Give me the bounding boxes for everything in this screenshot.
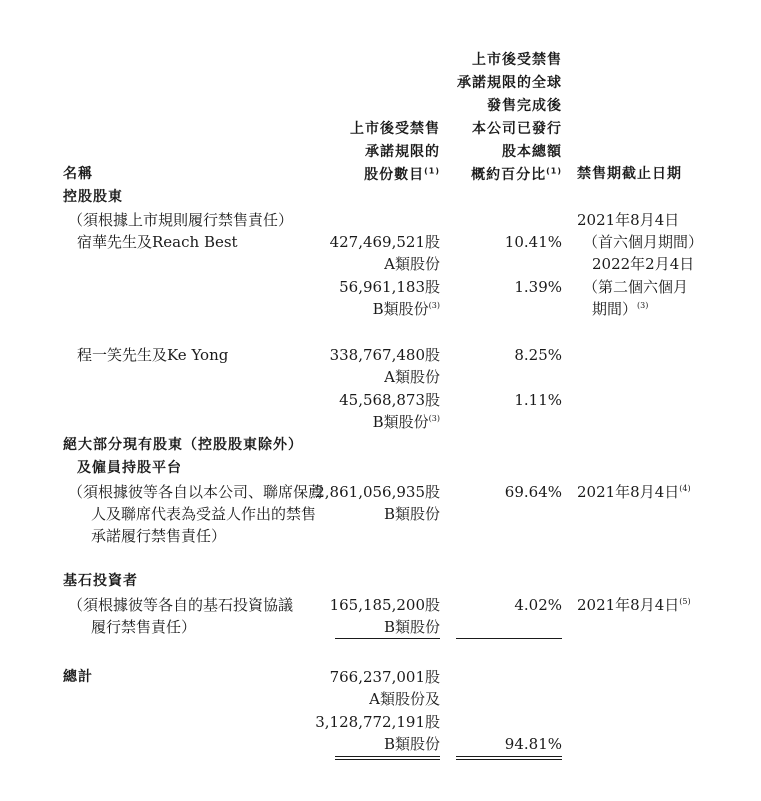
cornerstone-shares: 165,185,200股	[329, 596, 440, 614]
pct-header-line-3: 發售完成後	[487, 98, 562, 114]
shares-header-line-3	[350, 164, 440, 187]
total-line-1: 766,237,001股	[329, 668, 440, 686]
controlling-section-desc: （須根據上市規則履行禁售責任）	[68, 211, 294, 229]
existing-pct: 69.64%	[504, 483, 562, 501]
shares-total-rule-1	[335, 756, 440, 757]
existing-date	[577, 481, 691, 503]
holder-1-a-pct: 10.41%	[504, 233, 562, 251]
pct-header-line-5: 股本總額	[502, 144, 562, 160]
total-line-2: A類股份及	[369, 690, 440, 708]
shares-column-header	[350, 118, 440, 187]
cornerstone-label: B類股份	[383, 618, 440, 636]
existing-desc-line-2: 人及聯席代表為受益人作出的禁售	[91, 505, 317, 523]
total-line-3: 3,128,772,191股	[315, 713, 440, 731]
holder-1-date-2-note-2-text: 期間）	[592, 300, 638, 318]
existing-date-ref: (4)	[679, 484, 691, 493]
holder-1-b-label-text: B類股份	[372, 300, 429, 318]
holder-2-b-pct: 1.11%	[514, 391, 562, 409]
pct-header-line-1: 上市後受禁售	[472, 52, 562, 68]
holder-1-date-2-ref: (3)	[637, 301, 649, 310]
pct-total-rule-1	[456, 756, 562, 757]
pct-header-note: (1)	[546, 166, 562, 176]
holder-1-a-label: A類股份	[384, 255, 440, 273]
holder-2-b-note: (3)	[428, 414, 440, 423]
holder-1-b-pct: 1.39%	[514, 278, 562, 296]
shares-subtotal-rule	[335, 638, 440, 639]
shares-header-line-1: 上市後受禁售	[350, 121, 440, 137]
pct-header-line-4: 本公司已發行	[472, 121, 562, 137]
cornerstone-pct: 4.02%	[514, 596, 562, 614]
existing-date-text: 2021年8月4日	[577, 483, 680, 501]
controlling-section-title: 控股股東	[63, 189, 123, 205]
cornerstone-date-text: 2021年8月4日	[577, 596, 680, 614]
total-line-4: B類股份	[383, 735, 440, 753]
pct-subtotal-rule	[456, 638, 562, 639]
total-title: 總計	[63, 669, 93, 685]
name-column-header: 名稱	[63, 166, 93, 182]
existing-section-title-1: 絕大部分現有股東（控股股東除外）	[63, 437, 303, 453]
holder-1-date-2-note-1: （第二個六個月	[583, 278, 689, 296]
pct-header-line-6	[457, 164, 562, 187]
existing-label: B類股份	[383, 505, 440, 523]
pct-header-text: 概約百分比	[471, 167, 547, 183]
holder-2-a-pct: 8.25%	[514, 346, 562, 364]
holder-2-b-label-text: B類股份	[372, 413, 429, 431]
cornerstone-desc-line-1: （須根據彼等各自的基石投資協議	[68, 596, 294, 614]
existing-desc-line-3: 承諾履行禁售責任）	[91, 527, 227, 545]
holder-2-b-shares: 45,568,873股	[339, 391, 440, 409]
date-column-header: 禁售期截止日期	[577, 166, 682, 182]
cornerstone-section-title: 基石投資者	[63, 573, 138, 589]
holder-1-b-note: (3)	[428, 301, 440, 310]
holder-1-b-label	[373, 298, 440, 320]
holder-2-a-shares: 338,767,480股	[329, 346, 440, 364]
holder-2-a-label: A類股份	[384, 368, 440, 386]
shares-header-text: 股份數目	[364, 167, 425, 183]
cornerstone-desc-line-2: 履行禁售責任）	[91, 618, 197, 636]
total-pct: 94.81%	[504, 735, 562, 753]
holder-2-b-label	[373, 411, 440, 433]
holder-1-date-1-note: （首六個月期間）	[583, 233, 704, 251]
existing-desc-line-1: （須根據彼等各自以本公司、聯席保薦	[68, 483, 324, 501]
cornerstone-date	[577, 594, 691, 616]
holder-2-name: 程一笑先生及Ke Yong	[77, 346, 229, 364]
shares-header-note: (1)	[424, 166, 440, 176]
pct-total-rule-2	[456, 759, 562, 760]
existing-shares: 2,861,056,935股	[315, 483, 440, 501]
holder-1-a-shares: 427,469,521股	[329, 233, 440, 251]
pct-header-line-2: 承諾規限的全球	[457, 75, 562, 91]
holder-1-date-1: 2021年8月4日	[577, 211, 680, 229]
shares-total-rule-2	[335, 759, 440, 760]
percentage-column-header	[457, 49, 562, 187]
holder-1-date-2-note-2	[592, 298, 648, 320]
cornerstone-date-ref: (5)	[679, 597, 691, 606]
shares-header-line-2: 承諾規限的	[365, 144, 440, 160]
holder-1-date-2: 2022年2月4日	[592, 255, 695, 273]
holder-1-b-shares: 56,961,183股	[339, 278, 440, 296]
holder-1-name: 宿華先生及Reach Best	[77, 233, 238, 251]
existing-section-title-2: 及僱員持股平台	[77, 460, 182, 476]
